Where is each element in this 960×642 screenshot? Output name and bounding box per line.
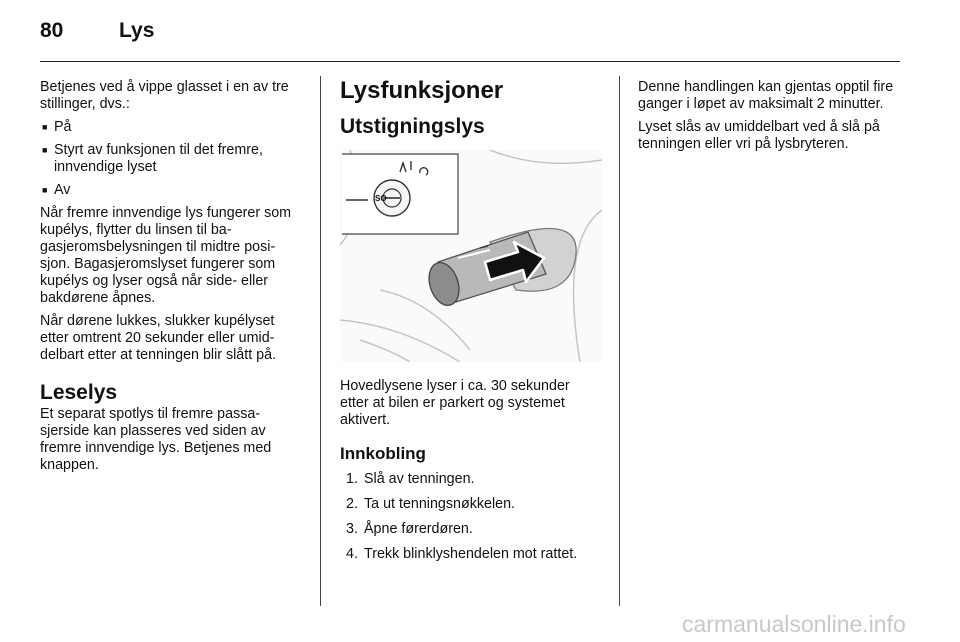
list-item: ■ Styrt av funksjonen til det fremre, innvendige lyset <box>40 142 302 176</box>
mode-list <box>40 119 302 199</box>
stalk-drawing <box>340 150 602 362</box>
stalk-illustration <box>340 150 602 362</box>
list-item: ■ På <box>40 119 302 136</box>
paragraph: Når dørene lukkes, slukker kupélyset etter omtrent 20 sekunder eller umid-delbart etter at tenningen blir slått på. <box>40 313 277 363</box>
list-item: 3. Åpne førerdøren. <box>346 521 473 537</box>
paragraph: Hovedlysene lyser i ca. 30 sekunder etter at bilen er parkert og systemet aktivert. <box>340 378 570 428</box>
subheading-utstigningslys: Utstigningslys <box>340 115 485 138</box>
paragraph: Et separat spotlys til fremre passa-sjerside kan plasseres ved siden av fremre innvendige lys. Betjenes med knappen. <box>40 406 272 473</box>
list-item: ■ Av <box>40 182 302 199</box>
list-item: 2. Ta ut tenningsnøkkelen. <box>346 496 516 512</box>
dial-label: SO <box>375 194 387 203</box>
light-switch-inset <box>342 154 458 234</box>
paragraph: Denne handlingen kan gjentas opptil fire ganger i løpet av maksimalt 2 minutter. <box>638 79 894 112</box>
column-divider-left <box>320 76 321 606</box>
paragraph: Når fremre innvendige lys fungerer som kupélys, flytter du linsen til ba-gasjeromsbelysningen til midtre posi-sjon. Bagasjeromslyset fungerer som kupélys og lyser også når side- eller bakdørene åpnes. <box>40 205 292 306</box>
page-title: Lys <box>119 19 155 42</box>
column-left <box>40 79 302 480</box>
header-divider <box>40 61 900 62</box>
section-heading-leselys: Leselys <box>40 381 118 404</box>
column-right <box>638 79 902 159</box>
subheading-innkobling: Innkobling <box>340 444 426 463</box>
list-item: 4. Trekk blinklyshendelen mot rattet. <box>346 546 578 562</box>
page-number: 80 <box>40 19 64 42</box>
watermark: carmanualsonline.info <box>682 611 906 637</box>
indicator-stalk <box>424 229 576 310</box>
section-heading-lysfunksjoner: Lysfunksjoner <box>340 77 504 104</box>
list-item: 1. Slå av tenningen. <box>346 471 475 487</box>
column-divider-right <box>619 76 620 606</box>
paragraph: Lyset slås av umiddelbart ved å slå på tenningen eller vri på lysbryteren. <box>638 119 880 152</box>
intro-text: Betjenes ved å vippe glasset i en av tre stillinger, dvs.: <box>40 79 289 112</box>
steps-list <box>340 471 602 563</box>
